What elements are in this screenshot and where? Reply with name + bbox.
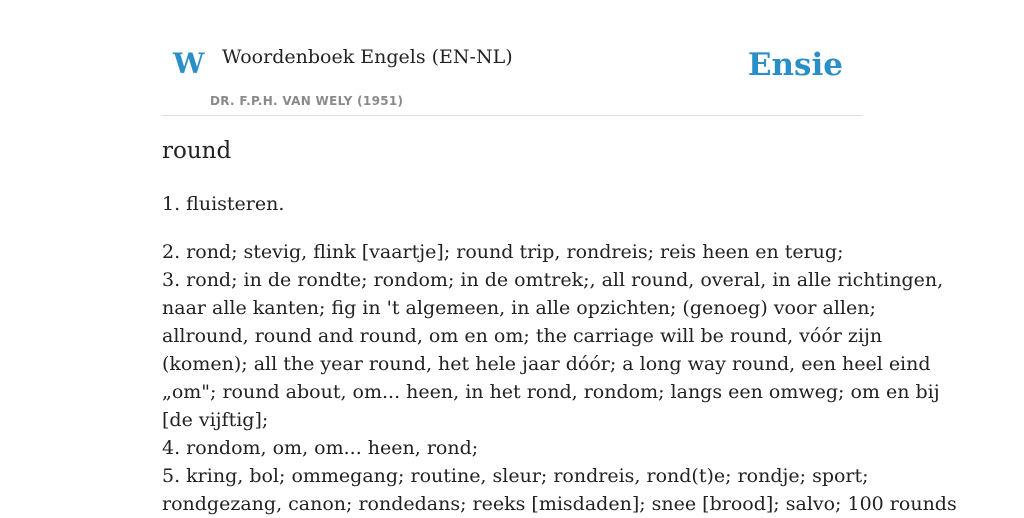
definition-line: rondgezang, canon; rondedans; reeks [misdaden]; snee [brood]; salvo; 100 rounds (162, 493, 957, 515)
definition-1: 1. fluisteren. (162, 193, 285, 215)
dictionary-author: DR. F.P.H. VAN WELY (1951) (210, 94, 404, 108)
definition-line: „om"; round about, om... heen, in het rond, rondom; langs een omweg; om en bij (162, 381, 940, 403)
definition-line: 2. rond; stevig, flink [vaartje]; round trip, rondreis; reis heen en terug; (162, 241, 844, 263)
definition-line: [de vijftig]; (162, 409, 269, 431)
entry-headword: round (162, 138, 232, 164)
dictionary-logo[interactable]: W (173, 47, 205, 80)
definition-line: (komen); all the year round, het hele jaar dóór; a long way round, een heel eind (162, 353, 931, 375)
page (162, 0, 957, 515)
definition-line: naar alle kanten; fig in 't algemeen, in alle opzichten; (genoeg) voor allen; (162, 297, 876, 319)
dictionary-header (162, 0, 862, 116)
definition-line: 3. rond; in de rondte; rondom; in de omtrek;, all round, overal, in alle richtingen, (162, 269, 944, 291)
definition-line: 5. kring, bol; ommegang; routine, sleur; rondreis, rond(t)e; rondje; sport; (162, 465, 869, 487)
ensie-brand-link[interactable]: Ensie (747, 47, 843, 83)
definition-line: 4. rondom, om, om... heen, rond; (162, 437, 479, 459)
definition-list (162, 238, 957, 518)
dictionary-title[interactable]: Woordenboek Engels (EN-NL) (222, 46, 513, 68)
definition-line: allround, round and round, om en om; the carriage will be round, vóór zijn (162, 325, 883, 347)
